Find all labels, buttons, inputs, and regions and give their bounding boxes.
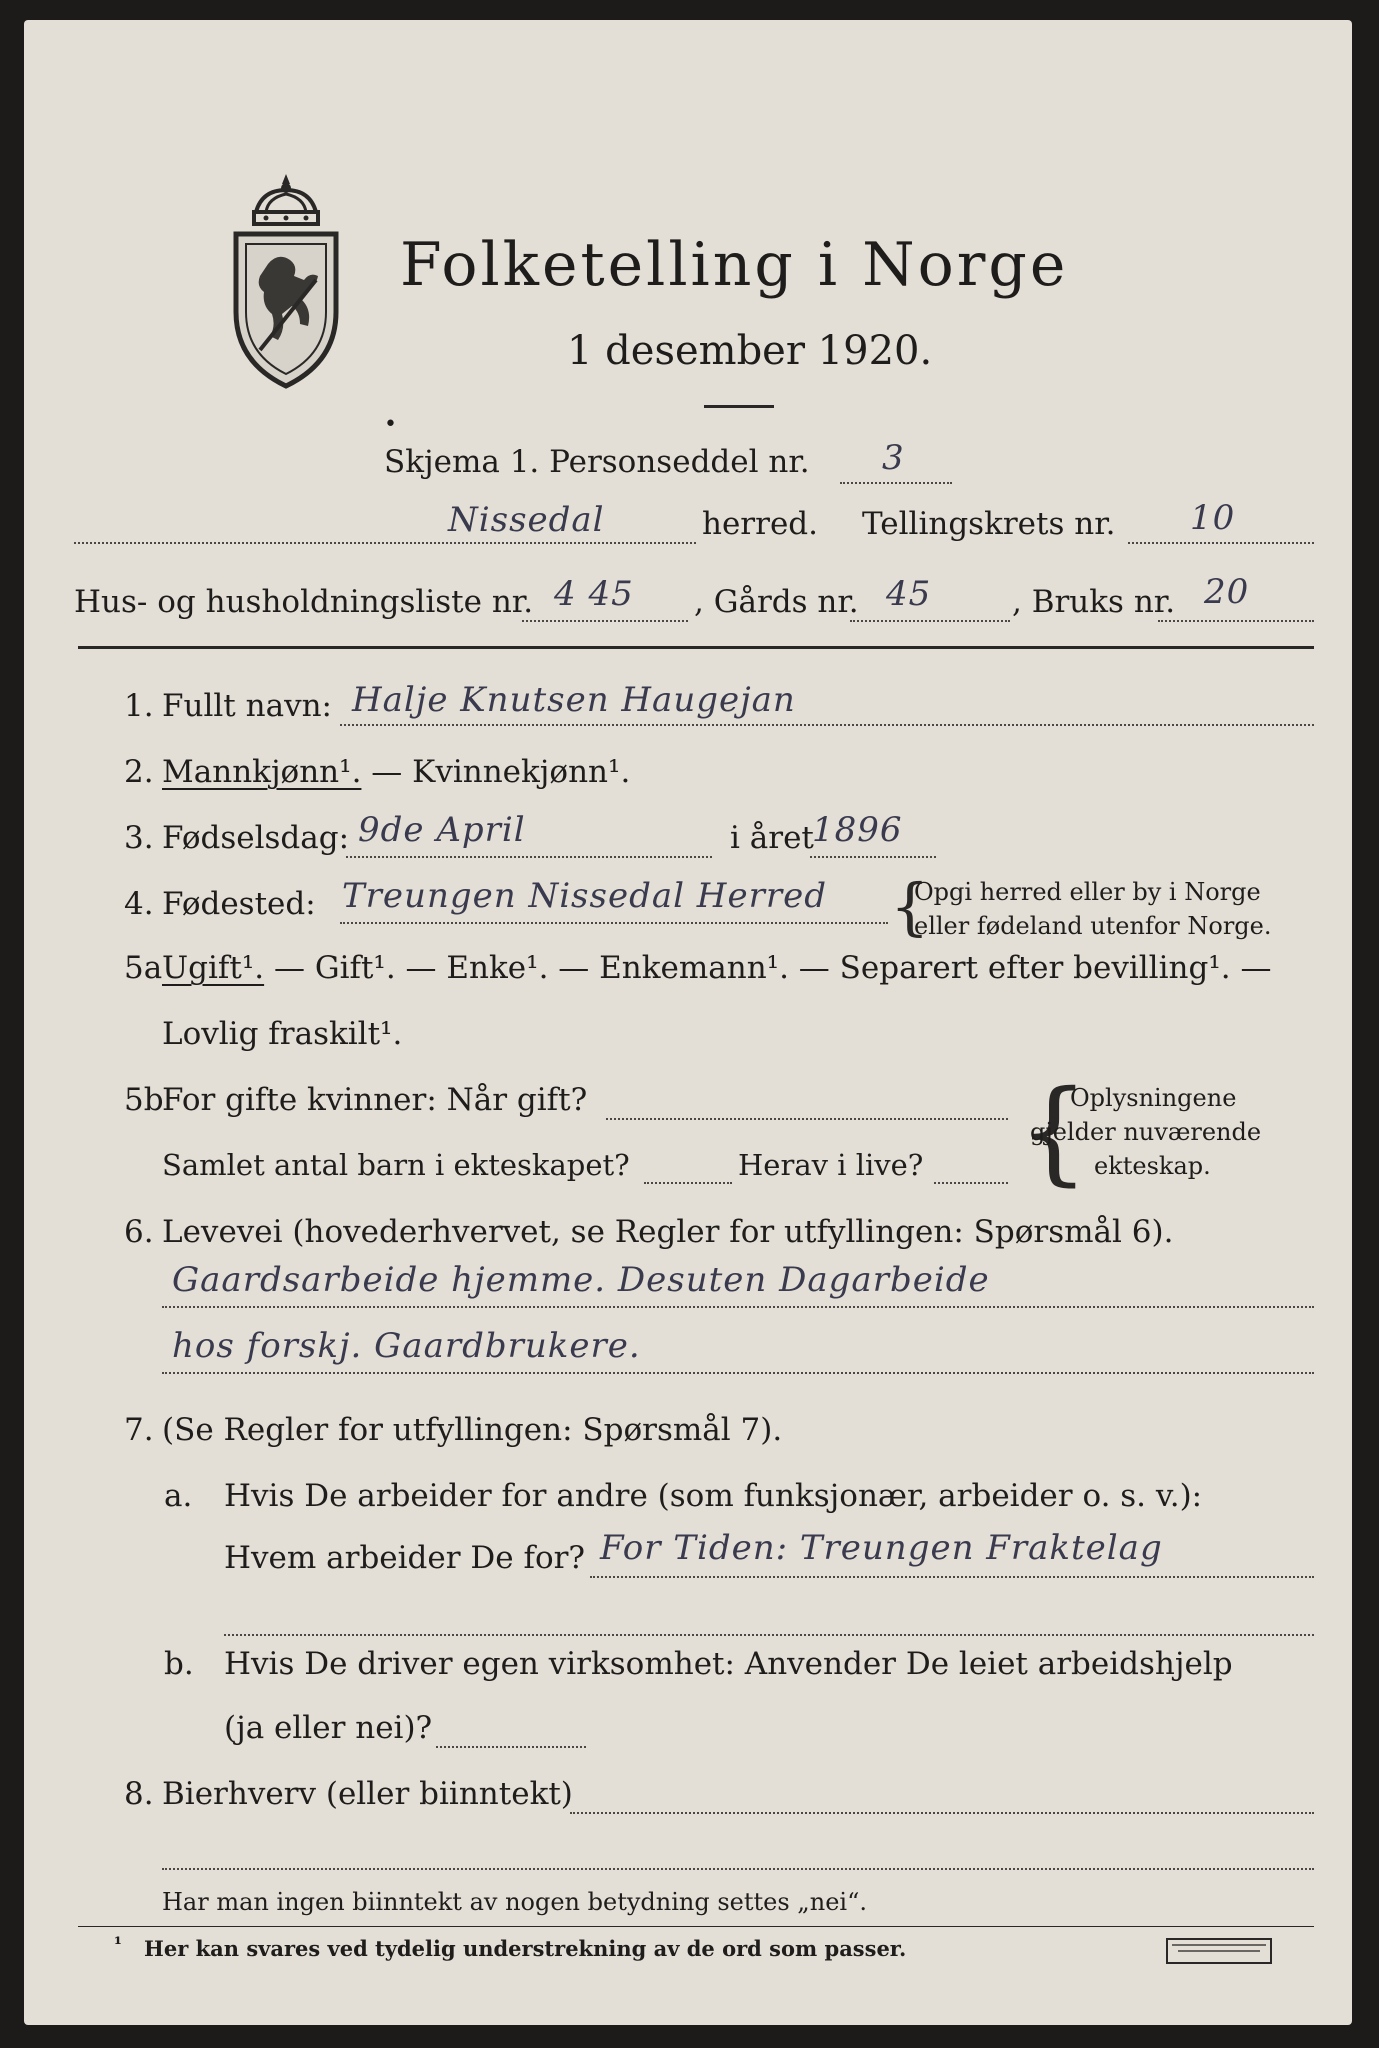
- q5a-number: 5a: [124, 950, 163, 986]
- q2-kvinne-option: Kvinnekjønn¹.: [412, 754, 631, 790]
- q1-value: Halje Knutsen Haugejan: [352, 680, 796, 720]
- q7-label: (Se Regler for utfyllingen: Spørsmål 7).: [162, 1412, 783, 1448]
- tellingskrets-value: 10: [1190, 498, 1236, 538]
- form-date: 1 desember 1920.: [567, 328, 933, 374]
- q7b-label2: (ja eller nei)?: [224, 1710, 433, 1746]
- q5b-number: 5b: [124, 1082, 164, 1118]
- q8-line2: [162, 1868, 1314, 1870]
- q2-number: 2.: [124, 754, 154, 790]
- hus-value: 4 45: [554, 574, 634, 614]
- q7b-line: [436, 1746, 586, 1748]
- personseddel-line: [840, 482, 952, 484]
- footnote-mark: ¹: [114, 1934, 122, 1955]
- q6-line1: [162, 1306, 1314, 1308]
- q8-label: Bierhverv (eller biinntekt): [162, 1776, 573, 1812]
- q3-number: 3.: [124, 820, 154, 856]
- q7a-line1: [590, 1576, 1314, 1578]
- tellingskrets-label: Tellingskrets nr.: [862, 506, 1116, 542]
- q3-day-line: [346, 856, 712, 858]
- q5a-other-options: — Gift¹. — Enke¹. — Enkemann¹. — Separert efter bevilling¹. —: [264, 950, 1272, 986]
- q7b-number: b.: [164, 1646, 194, 1682]
- q7b-label1: Hvis De driver egen virksomhet: Anvender De leiet arbeidshjelp: [224, 1646, 1233, 1682]
- header-divider: [78, 646, 1314, 649]
- form-title: Folketelling i Norge: [400, 230, 1069, 300]
- census-form-page: [24, 20, 1352, 2025]
- q7a-label2: Hvem arbeider De for?: [224, 1540, 586, 1576]
- q7a-label1: Hvis De arbeider for andre (som funksjonær, arbeider o. s. v.):: [224, 1478, 1203, 1514]
- q3-day-value: 9de April: [358, 810, 526, 850]
- herred-value: Nissedal: [448, 500, 605, 540]
- coat-of-arms-icon: [230, 172, 342, 390]
- hus-line: [522, 620, 688, 622]
- skjema-label: Skjema 1. Personseddel nr.: [384, 444, 810, 480]
- personseddel-value: 3: [882, 438, 905, 478]
- q7a-line2: [224, 1634, 1314, 1636]
- ink-dot: •: [384, 412, 397, 437]
- q5a-ugift-option: Ugift¹.: [162, 950, 265, 986]
- q8-line1: [570, 1812, 1314, 1814]
- q2-options: [162, 754, 630, 790]
- gards-value: 45: [886, 574, 932, 614]
- q5b-note2: gjelder nuværende: [1030, 1118, 1262, 1146]
- q5b-label2: Samlet antal barn i ekteskapet?: [162, 1148, 630, 1182]
- q6-number: 6.: [124, 1214, 154, 1250]
- q8-number: 8.: [124, 1776, 154, 1812]
- hus-label: Hus- og husholdningsliste nr.: [74, 584, 534, 620]
- q3-label: Fødselsdag:: [162, 820, 350, 856]
- q5b-note3: ekteskap.: [1094, 1152, 1211, 1180]
- q7-number: 7.: [124, 1412, 154, 1448]
- q5b-label3: Herav i live?: [738, 1148, 924, 1182]
- q6-value-line2: hos forskj. Gaardbrukere.: [172, 1326, 641, 1366]
- q2-dash: —: [361, 754, 413, 790]
- q5b-line3: [934, 1182, 1008, 1184]
- q5b-brace: {: [1018, 1067, 1090, 1197]
- printer-stamp: [1166, 1938, 1272, 1964]
- title-divider: [704, 405, 774, 408]
- q6-line2: [162, 1372, 1314, 1374]
- q5b-line2: [644, 1182, 732, 1184]
- bruks-line: [1158, 620, 1314, 622]
- q3-year-value: 1896: [812, 810, 903, 850]
- q7a-value: For Tiden: Treungen Fraktelag: [600, 1528, 1163, 1568]
- herred-label: herred.: [702, 506, 818, 542]
- q4-line: [340, 922, 888, 924]
- q4-note-line1: Opgi herred eller by i Norge: [914, 878, 1261, 906]
- q5b-label1: For gifte kvinner: Når gift?: [162, 1082, 588, 1118]
- q2-mann-option: Mannkjønn¹.: [162, 754, 362, 790]
- q7a-number: a.: [164, 1478, 193, 1514]
- q5b-line1: [606, 1118, 1008, 1120]
- footnote-divider: [78, 1926, 1314, 1927]
- q1-label: Fullt navn:: [162, 688, 332, 724]
- q3-year-label: i året: [730, 820, 814, 856]
- q5a-options: [162, 950, 1271, 986]
- q4-brace: {: [890, 870, 930, 943]
- bruks-value: 20: [1204, 572, 1250, 612]
- q4-value: Treungen Nissedal Herred: [342, 876, 827, 916]
- gards-line: [850, 620, 1010, 622]
- q3-year-line: [810, 856, 936, 858]
- q5b-note1: Oplysningene: [1070, 1084, 1237, 1112]
- footnote-text: Her kan svares ved tydelig understrekning av de ord som passer.: [144, 1936, 907, 1961]
- herred-line: [74, 542, 696, 544]
- biinntekt-note: Har man ingen biinntekt av nogen betydning settes „nei“.: [162, 1888, 867, 1916]
- q4-note-line2: eller fødeland utenfor Norge.: [914, 912, 1272, 940]
- q1-number: 1.: [124, 688, 154, 724]
- q4-label: Fødested:: [162, 886, 316, 922]
- gards-label: , Gårds nr.: [694, 584, 859, 620]
- q1-line: [340, 724, 1314, 726]
- tellingskrets-line: [1128, 542, 1314, 544]
- q6-label: Levevei (hovederhvervet, se Regler for utfyllingen: Spørsmål 6).: [162, 1214, 1174, 1250]
- bruks-label: , Bruks nr.: [1012, 584, 1176, 620]
- q4-number: 4.: [124, 886, 154, 922]
- q6-value-line1: Gaardsarbeide hjemme. Desuten Dagarbeide: [172, 1260, 990, 1300]
- q5a-line2: Lovlig fraskilt¹.: [162, 1016, 403, 1052]
